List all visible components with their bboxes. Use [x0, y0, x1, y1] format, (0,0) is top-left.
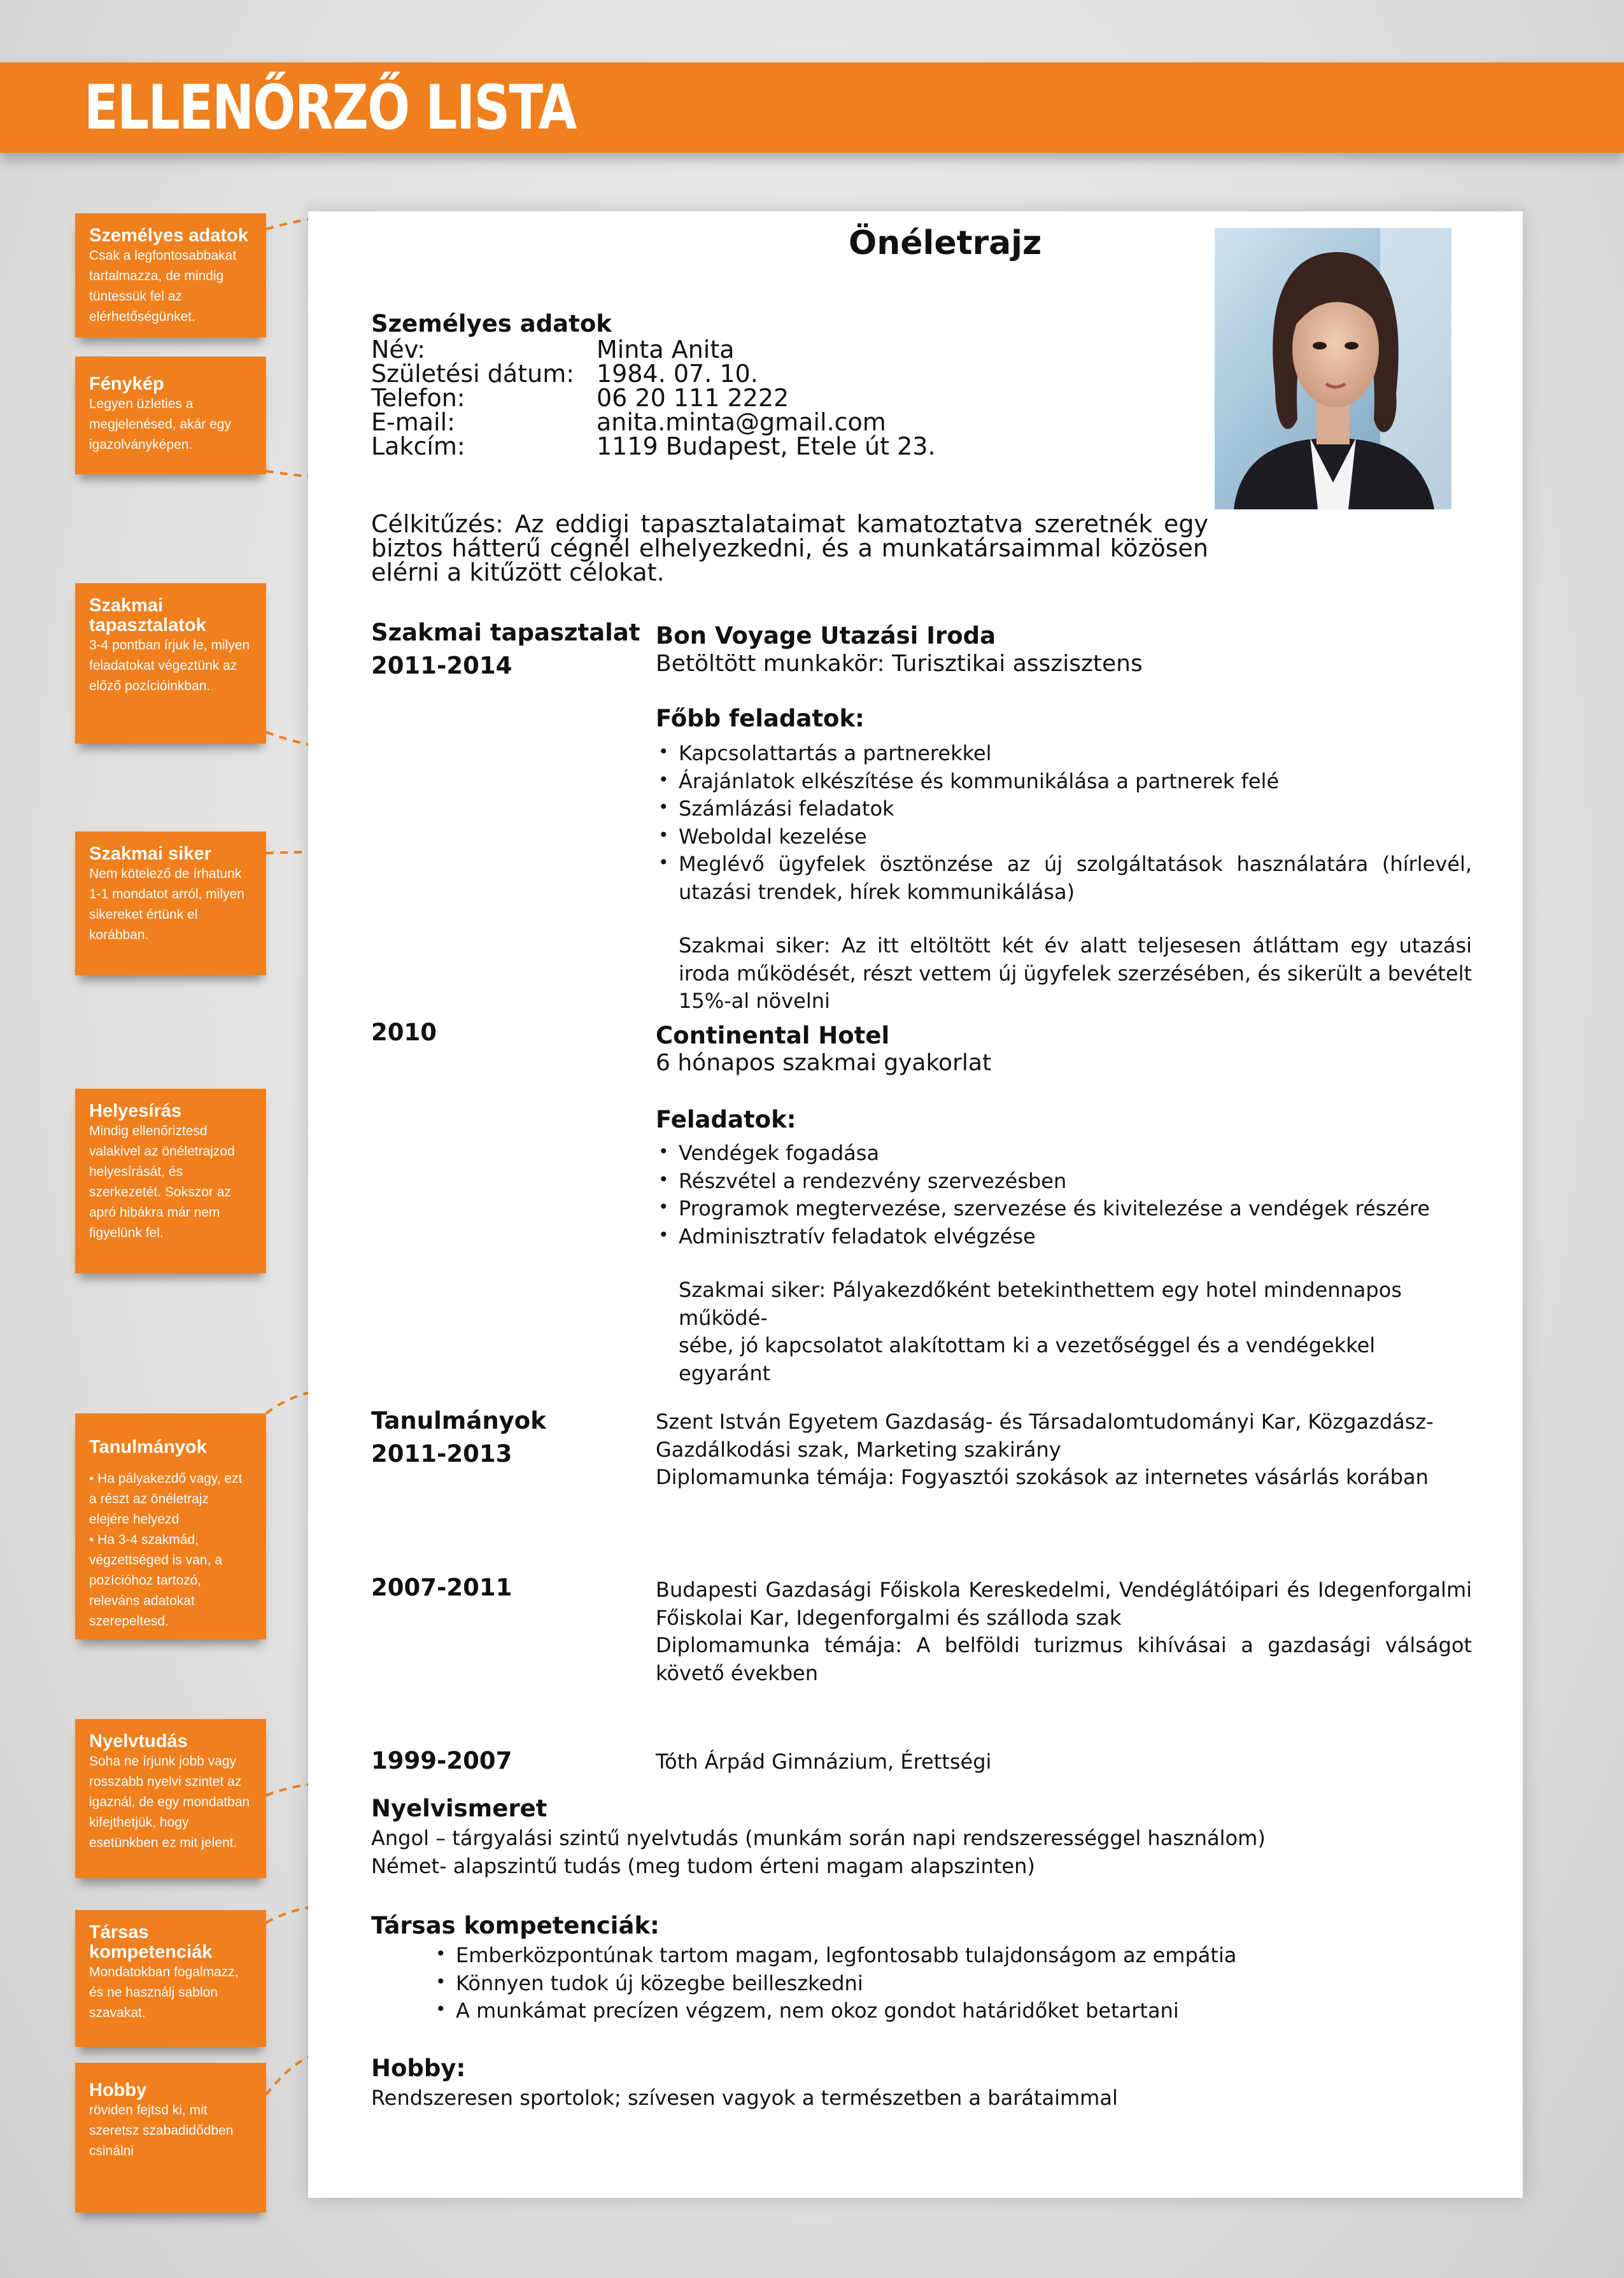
label-birth: Születési dátum: [371, 360, 575, 388]
edu2-period: 2007-2011 [371, 1574, 512, 1601]
job1-task-list [656, 740, 1472, 906]
value-address: 1119 Budapest, Etele út 23. [597, 432, 936, 460]
languages-text [371, 1825, 1453, 1880]
edu1-line2: Gazdálkodási szak, Marketing szakirány [656, 1437, 1061, 1462]
edu3-text: Tóth Árpád Gimnázium, Érettségi [656, 1750, 992, 1774]
job2-task-list [656, 1140, 1472, 1250]
job2-role: 6 hónapos szakmai gyakorlat [656, 1050, 992, 1076]
list-item: • Árajánlatok elkészítése és kommunikálása a partnerek felé [656, 768, 1472, 796]
edu1-line3: Diplomamunka témája: Fogyasztói szokások az internetes vásárlás korában [656, 1465, 1429, 1489]
tip-experience [75, 583, 266, 744]
language-german: Német- alapszintű tudás (meg tudom érteni magam alapszinten) [371, 1853, 1035, 1878]
value-phone: 06 20 111 2222 [597, 384, 789, 412]
hobby-heading: Hobby: [371, 2055, 466, 2082]
tip-social [75, 1910, 266, 2047]
edu1-period: 2011-2013 [371, 1440, 512, 1468]
page-title: ELLENŐRZŐ LISTA [84, 72, 576, 143]
tip-text: Mindig ellenőriztesd valakivel az önéletrajzod helyesírását, és szerkezetét. Sokszor az apró hibákra már nem figyelünk fel. [89, 1124, 235, 1240]
list-item: • Kapcsolattartás a partnerekkel [656, 740, 1472, 768]
social-list [433, 1942, 1451, 2025]
value-email: anita.minta@gmail.com [597, 408, 886, 436]
tip-title: Nyelvtudás [89, 1731, 188, 1751]
social-heading: Társas kompetenciák: [371, 1912, 660, 1939]
list-item: • Programok megtervezése, szervezése és kivitelezése a vendégek részére [656, 1195, 1472, 1223]
list-item: • Részvétel a rendezvény szervezésben [656, 1168, 1472, 1196]
tip-text: Soha ne írjunk jobb vagy rosszabb nyelvi szintet az igaznál, de egy mondatban kifejthetjük, hogy esetünkben ez mit jelent. [89, 1754, 250, 1850]
list-item: • Meglévő ügyfelek ösztönzése az új szolgáltatások használatára (hírlevél, utazási trendek, hírek kommunikálása) [656, 851, 1472, 906]
tip-text: Csak a legfontosabbakat tartalmazza, de mindig tüntessük fel az elérhetőségünket. [89, 248, 237, 324]
objective: Célkitűzés: Az eddigi tapasztalataimat kamatoztatva szeretnék egy biztos hátterű cégnél elhelyezkedni, és a munkatársaimmal közösen elérni a kitűzött célokat. [371, 510, 1208, 586]
job1-success: Szakmai siker: Az itt eltöltött két év alatt teljesesen átláttam egy utazási iroda működését, részt vettem új ügyfelek szerzésében, és sikerült a bevételt 15%-al növelni [679, 933, 1472, 1013]
tip-text: Legyen üzleties a megjelenésed, akár egy igazolványképen. [89, 397, 231, 452]
languages-heading: Nyelvismeret [371, 1795, 547, 1822]
job1-period: 2011-2014 [371, 652, 512, 679]
tip-photo [75, 357, 266, 474]
label-name: Név: [371, 336, 426, 364]
label-email: E-mail: [371, 408, 455, 436]
tip-title: Személyes adatok [89, 225, 248, 246]
edu1-text [656, 1408, 1472, 1492]
list-item: • Könnyen tudok új közegbe beilleszkedni [433, 1970, 1451, 1998]
tip-text: röviden fejtsd ki, mit szeretsz szabadidődben csinálni [89, 2103, 234, 2158]
list-item: • Emberközpontúnak tartom magam, legfontosabb tulajdonságom az empátia [433, 1942, 1451, 1970]
job1-role: Betöltött munkakör: Turisztikai asszisztens [656, 651, 1143, 677]
edu1-line1: Szent István Egyetem Gazdaság- és Társadalomtudományi Kar, Közgazdász- [656, 1410, 1434, 1434]
tip-spelling [75, 1089, 266, 1273]
list-item: • Weboldal kezelése [656, 823, 1472, 851]
edu2-thesis: Diplomamunka témája: A belföldi turizmus kihívásai a gazdasági válságot követő években [656, 1633, 1472, 1685]
tip-personal-data [75, 213, 266, 337]
label-address: Lakcím: [371, 432, 465, 460]
value-name: Minta Anita [597, 336, 735, 364]
tip-hobby [75, 2063, 266, 2212]
personal-values [597, 337, 1042, 458]
tip-education [75, 1413, 266, 1639]
tip-language [75, 1719, 266, 1878]
tip-text: Nem kötelező de írhatunk 1-1 mondatot arról, milyen sikereket értünk el korábban. [89, 867, 244, 942]
job2-success-line2: sébe, jó kapcsolatot alakítottam ki a vezetőséggel és a vendégekkel egyaránt [679, 1333, 1376, 1385]
tip-text: Mondatokban fogalmazz, és ne használj sablon szavakat. [89, 1965, 239, 2020]
label-phone: Telefon: [371, 384, 465, 412]
job2-success-line1: Szakmai siker: Pályakezdőként betekinthettem egy hotel mindennapos működé- [679, 1278, 1402, 1330]
tip-title: Szakmai siker [89, 844, 211, 864]
list-item: • Számlázási feladatok [656, 795, 1472, 823]
tip-text: • Ha pályakezdő vagy, ezt a részt az önéletrajz elejére helyezd • Ha 3-4 szakmád, végzettséged is van, a pozícióhoz tartozó, releváns adatokat szerepeltesd. [89, 1471, 243, 1629]
value-birth: 1984. 07. 10. [597, 360, 758, 388]
tip-title: Tanulmányok [89, 1437, 207, 1457]
edu2-text [656, 1576, 1472, 1687]
personal-labels [371, 337, 600, 458]
tip-title: Szakmai tapasztalatok [89, 595, 206, 635]
profile-photo [1215, 228, 1451, 509]
tip-text: 3-4 pontban írjuk le, milyen feladatokat végeztünk az előző pozícióinkban. [89, 638, 250, 693]
hobby-text: Rendszeresen sportolok; szívesen vagyok a természetben a barátaimmal [371, 2086, 1118, 2110]
list-item: • A munkámat precízen végzem, nem okoz gondot határidőket betartani [433, 1997, 1451, 2025]
list-item: • Adminisztratív feladatok elvégzése [656, 1223, 1472, 1251]
job2-period: 2010 [371, 1019, 437, 1046]
tip-success [75, 831, 266, 975]
job1-company: Bon Voyage Utazási Iroda [656, 622, 996, 649]
job2-success [679, 1277, 1472, 1387]
edu3-period: 1999-2007 [371, 1747, 512, 1774]
language-english: Angol – tárgyalási szintű nyelvtudás (munkám során napi rendszerességgel használom) [371, 1826, 1266, 1850]
education-heading: Tanulmányok [371, 1407, 546, 1434]
job1-tasks-heading: Főbb feladatok: [656, 705, 865, 732]
cv-title: Önéletrajz [849, 224, 1042, 262]
experience-heading: Szakmai tapasztalat [371, 619, 640, 646]
edu2-school: Budapesti Gazdasági Főiskola Kereskedelmi, Vendéglátóipari és Idegenforgalmi Főiskolai Kar, Idegenforgalmi és szálloda szak [656, 1578, 1472, 1630]
tip-title: Hobby [89, 2080, 147, 2100]
tip-title: Fénykép [89, 374, 164, 394]
personal-heading: Személyes adatok [371, 310, 612, 337]
tip-title: Társas kompetenciák [89, 1922, 213, 1962]
job2-tasks-heading: Feladatok: [656, 1106, 796, 1133]
tip-title: Helyesírás [89, 1101, 182, 1121]
list-item: • Vendégek fogadása [656, 1140, 1472, 1168]
job2-company: Continental Hotel [656, 1022, 890, 1049]
